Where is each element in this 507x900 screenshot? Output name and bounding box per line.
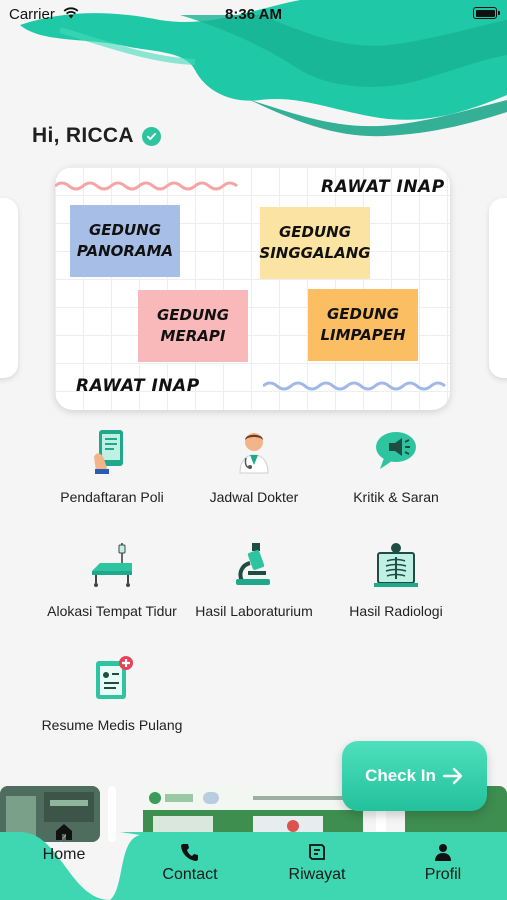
menu-hasil-radiologi[interactable] xyxy=(321,539,471,620)
menu-kritik-saran[interactable] xyxy=(321,425,471,506)
menu-hasil-laboraturium[interactable] xyxy=(179,539,329,620)
tab-profil[interactable] xyxy=(393,842,493,884)
check-in-label: Check In xyxy=(365,766,436,785)
check-in-button[interactable] xyxy=(342,741,487,811)
menu-label: Hasil Radiologi xyxy=(349,603,443,619)
tab-label: Profil xyxy=(424,866,462,883)
tab-contact[interactable] xyxy=(140,842,240,884)
menu-label: Jadwal Dokter xyxy=(209,489,299,505)
building-label-line2: MERAPI xyxy=(160,327,226,345)
carousel-next-card[interactable] xyxy=(489,198,507,378)
building-label-line2: SINGGALANG xyxy=(259,244,371,262)
history-icon xyxy=(307,842,327,862)
microscope-icon xyxy=(228,539,280,591)
building-label-line1: GEDUNG xyxy=(156,306,230,324)
tab-label: Contact xyxy=(162,866,218,883)
menu-label: Pendaftaran Poli xyxy=(60,489,164,505)
building-card-merapi[interactable] xyxy=(138,290,248,362)
doctor-icon xyxy=(228,425,280,477)
arrow-right-icon xyxy=(442,767,464,785)
hospital-bed-icon xyxy=(86,539,138,591)
menu-label: Hasil Laboraturium xyxy=(195,603,313,619)
building-label-line1: GEDUNG xyxy=(326,305,400,323)
clock: 8:36 AM xyxy=(225,6,282,23)
pink-wave-decoration xyxy=(55,179,240,193)
building-card-singgalang[interactable] xyxy=(260,207,370,279)
person-icon xyxy=(433,842,453,862)
building-card-panorama[interactable] xyxy=(70,205,180,277)
home-icon xyxy=(54,822,74,842)
building-label-line2: LIMPAPEH xyxy=(320,326,406,344)
feedback-bubble-icon xyxy=(370,425,422,477)
tab-riwayat[interactable] xyxy=(267,842,367,884)
phone-icon xyxy=(180,842,200,862)
verified-check-icon xyxy=(142,127,161,146)
xray-icon xyxy=(370,539,422,591)
medical-record-icon xyxy=(86,653,138,705)
carousel-prev-card[interactable] xyxy=(0,198,18,378)
carrier-label: Carrier xyxy=(9,6,55,23)
tab-label: Riwayat xyxy=(288,866,346,883)
tablet-registration-icon xyxy=(86,425,138,477)
greeting xyxy=(32,124,161,148)
blue-wave-decoration xyxy=(263,379,450,393)
building-label-line1: GEDUNG xyxy=(88,221,162,239)
banner-heading-bottom: RAWAT INAP xyxy=(76,376,200,396)
status-bar xyxy=(0,0,507,28)
menu-resume-medis-pulang[interactable] xyxy=(37,653,187,734)
menu-label: Resume Medis Pulang xyxy=(41,717,183,733)
menu-label: Alokasi Tempat Tidur xyxy=(47,603,177,619)
building-card-limpapeh[interactable] xyxy=(308,289,418,361)
greeting-text: Hi, RICCA xyxy=(32,124,134,147)
tab-home[interactable] xyxy=(14,822,114,864)
building-label-line1: GEDUNG xyxy=(278,223,352,241)
bottom-tab-bar xyxy=(0,832,507,900)
battery-icon xyxy=(473,7,497,19)
banner-heading-top: RAWAT INAP xyxy=(321,177,445,197)
tab-label: Home xyxy=(42,846,86,863)
menu-jadwal-dokter[interactable] xyxy=(179,425,329,506)
menu-alokasi-tempat-tidur[interactable] xyxy=(37,539,187,620)
building-label-line2: PANORAMA xyxy=(76,242,174,260)
menu-label: Kritik & Saran xyxy=(353,489,439,505)
menu-pendaftaran-poli[interactable] xyxy=(37,425,187,506)
rawat-inap-banner[interactable] xyxy=(55,167,450,410)
